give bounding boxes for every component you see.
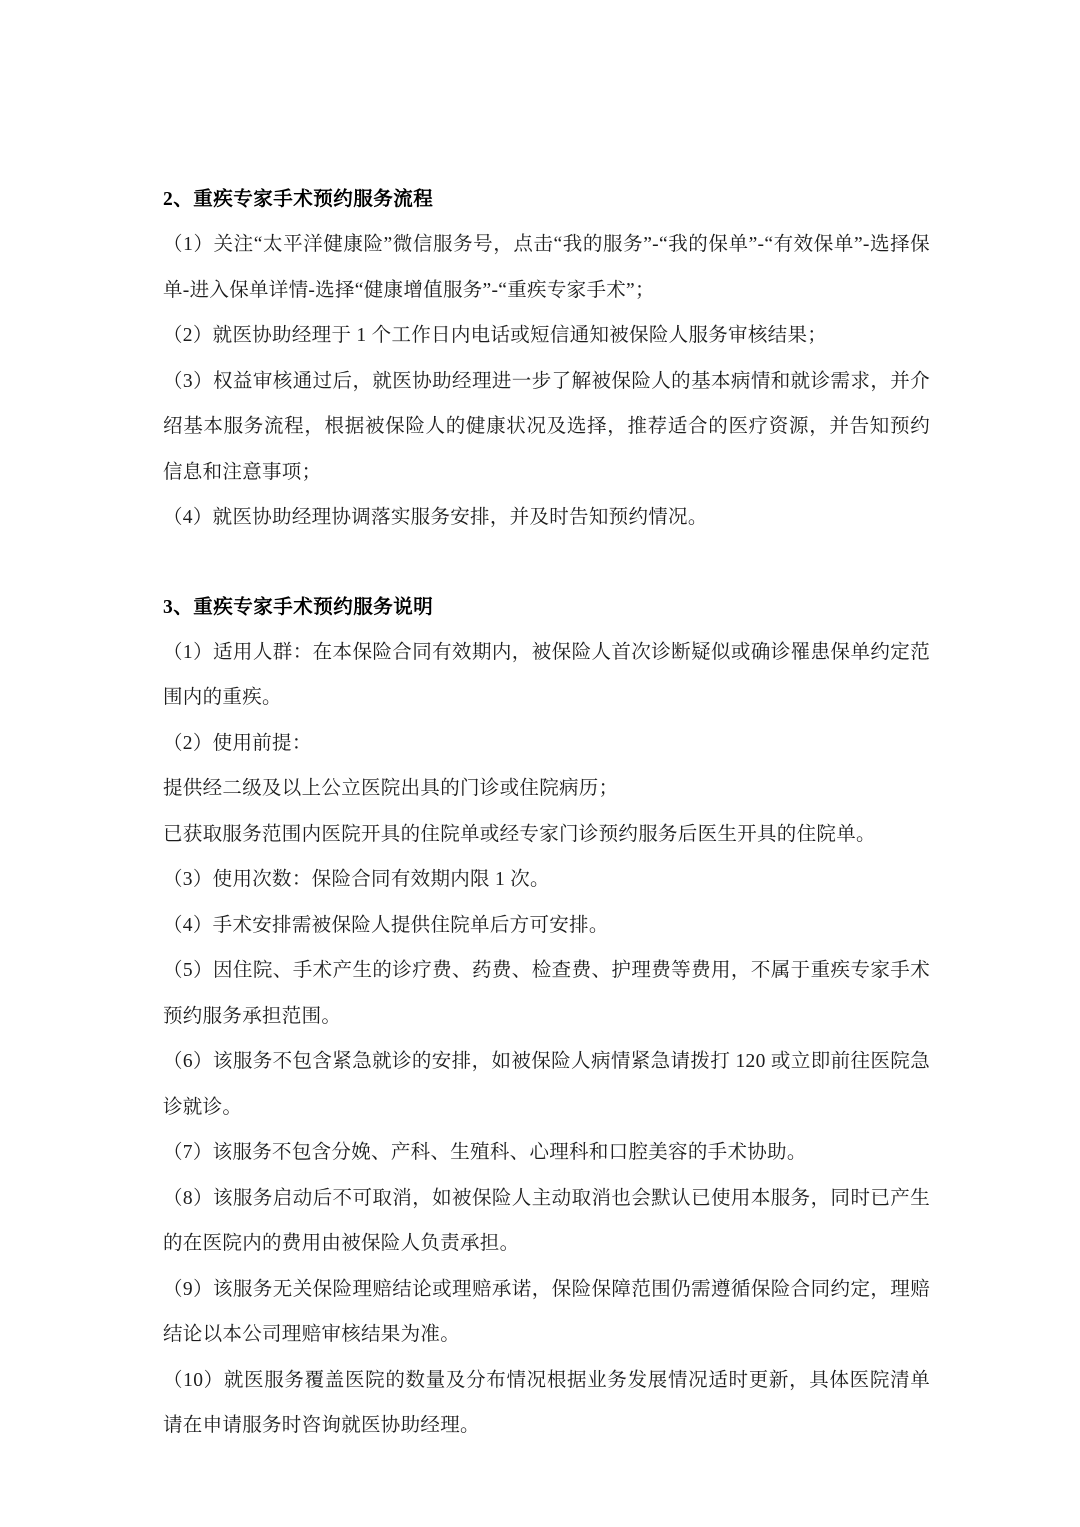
section-service-notes: [163, 586, 930, 1449]
paragraph: （1）适用人群：在本保险合同有效期内，被保险人首次诊断疑似或确诊罹患保单约定范围内的重疾。: [163, 641, 930, 708]
paragraph: （1）关注“太平洋健康险”微信服务号，点击“我的服务”-“我的保单”-“有效保单”-选择保单-进入保单详情-选择“健康增值服务”-“重疾专家手术”；: [163, 234, 930, 301]
paragraph: 已获取服务范围内医院开具的住院单或经专家门诊预约服务后医生开具的住院单。: [163, 823, 876, 845]
section-heading: 3、重疾专家手术预约服务说明: [163, 596, 434, 618]
paragraph: （2）使用前提：: [163, 732, 312, 754]
section-heading: 2、重疾专家手术预约服务流程: [163, 189, 434, 210]
paragraph: （2）就医协助经理于 1 个工作日内电话或短信通知被保险人服务审核结果；: [163, 325, 828, 346]
paragraph: （7）该服务不包含分娩、产科、生殖科、心理科和口腔美容的手术协助。: [163, 1142, 807, 1163]
paragraph: （3）权益审核通过后，就医协助经理进一步了解被保险人的基本病情和就诊需求，并介绍基本服务流程，根据被保险人的健康状况及选择，推荐适合的医疗资源，并告知预约信息和注意事项；: [163, 370, 930, 483]
paragraph: （4）手术安排需被保险人提供住院单后方可安排。: [163, 914, 609, 936]
paragraph: （8）该服务启动后不可取消，如被保险人主动取消也会默认已使用本服务，同时已产生的在医院内的费用由被保险人负责承担。: [163, 1187, 930, 1254]
paragraph: （4）就医协助经理协调落实服务安排，并及时告知预约情况。: [163, 507, 708, 528]
section-service-process: [163, 178, 930, 541]
paragraph: （5）因住院、手术产生的诊疗费、药费、检查费、护理费等费用，不属于重疾专家手术预约服务承担范围。: [163, 960, 930, 1027]
paragraph: （6）该服务不包含紧急就诊的安排，如被保险人病情紧急请拨打 120 或立即前往医院急诊就诊。: [163, 1051, 930, 1118]
paragraph: （3）使用次数：保险合同有效期内限 1 次。: [163, 869, 550, 890]
paragraph: （9）该服务无关保险理赔结论或理赔承诺，保险保障范围仍需遵循保险合同约定，理赔结论以本公司理赔审核结果为准。: [163, 1278, 930, 1345]
paragraph: （10）就医服务覆盖医院的数量及分布情况根据业务发展情况适时更新，具体医院清单请在申请服务时咨询就医协助经理。: [163, 1369, 930, 1436]
paragraph: 提供经二级及以上公立医院出具的门诊或住院病历；: [163, 778, 619, 799]
